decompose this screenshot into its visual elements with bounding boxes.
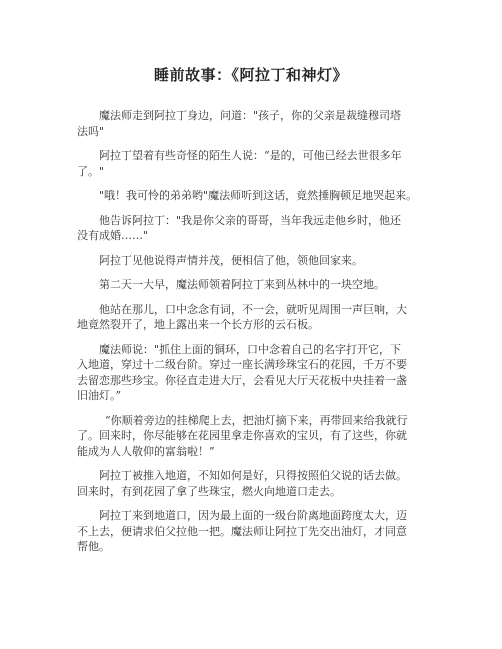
paragraph <box>77 508 437 555</box>
paragraph-line: "哦！我可怜的弟弟哟"魔法师听到这话，竟然捶胸顿足地哭起来。 <box>99 189 418 202</box>
paragraph-line: “你顺着旁边的挂梯爬上去，把油灯摘下来，再带回来给我就行 <box>105 413 408 427</box>
paragraph-line: 入地道，穿过十二级台阶。穿过一座长满珍珠宝石的花园，千万不要 <box>77 358 407 371</box>
document-title: 睡前故事：《阿拉丁和神灯》 <box>153 66 348 84</box>
document-body <box>77 108 437 564</box>
paragraph-line: 旧油灯。” <box>77 389 122 402</box>
paragraph <box>77 188 437 204</box>
paragraph-line: 法吗" <box>77 124 105 138</box>
paragraph-line: 回来时，有到花园了拿了些珠宝，燃火向地道口走去。 <box>77 484 341 498</box>
paragraph <box>77 148 437 179</box>
paragraph-line: 魔法师走到阿拉丁身边，问道："孩子，你的父亲是裁缝穆司塔 <box>99 109 402 122</box>
paragraph <box>77 253 437 269</box>
paragraph-line: 他站在那儿，口中念念有词，不一会，就听见周围一声巨响，大 <box>99 302 407 316</box>
paragraph-line: 了。" <box>77 164 105 178</box>
paragraph-line: 没有成婚……" <box>77 229 149 242</box>
paragraph-line: 阿拉丁望着有些奇怪的陌生人说：“是的，可他已经去世很多年 <box>99 149 402 162</box>
paragraph <box>77 342 437 404</box>
paragraph-line: 地竟然裂开了，地上露出来一个长方形的云石板。 <box>77 318 319 331</box>
paragraph-line: 魔法师说："抓住上面的铜环，口中念着自己的名字打开它，下 <box>99 342 402 356</box>
paragraph <box>77 302 437 333</box>
paragraph <box>77 413 437 460</box>
paragraph-line: 阿拉丁被推入地道，不知如何是好，只得按照伯父说的话去做。 <box>99 469 407 482</box>
paragraph <box>77 468 437 499</box>
paragraph <box>77 213 437 244</box>
paragraph-line: 阿拉丁来到地道口，因为最上面的一级台阶离地面跨度太大，迈 <box>99 509 407 522</box>
paragraph-line: 帮他。 <box>77 540 110 553</box>
paragraph-line: 第二天一大早，魔法师领着阿拉丁来到丛林中的一块空地。 <box>99 278 385 291</box>
paragraph-line: 了。回来时，你尽能够在花园里拿走你喜欢的宝贝，有了这些，你就 <box>77 429 407 442</box>
paragraph-line: 不上去，便请求伯父拉他一把。魔法师让阿拉丁先交出油灯，才同意 <box>77 524 407 538</box>
paragraph-line: 阿拉丁见他说得声情并茂，便相信了他，领他回家来。 <box>99 253 363 267</box>
paragraph <box>77 108 437 139</box>
paragraph <box>77 277 437 293</box>
paragraph-line: 能成为人人敬仰的富翁啦！” <box>77 444 215 458</box>
paragraph-line: 去留恋那些珍宝。你径直走进大厅，会看见大厅天花板中央挂着一盏 <box>77 373 407 387</box>
paragraph-line: 他告诉阿拉丁："我是你父亲的哥哥，当年我远走他乡时，他还 <box>99 213 402 227</box>
